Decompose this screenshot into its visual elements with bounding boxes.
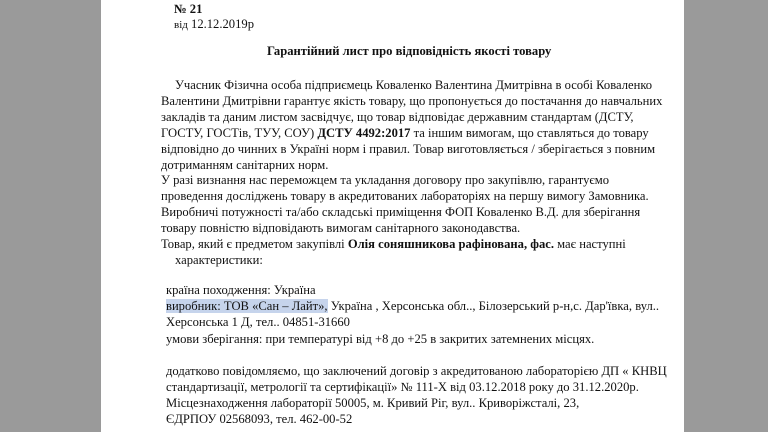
additional-line-2: стандартизації, метрології та сертифікації» № 111-Х від 03.12.2018 року до 31.12.2020р. — [166, 380, 639, 394]
p1-line-6: дотриманням санітарних норм. — [161, 158, 329, 172]
p2-line-3: Виробничі потужності та/або складські приміщення ФОП Коваленко В.Д. для зберігання — [161, 205, 641, 219]
p1-line-3: закладів та даним листом засвідчує, що товар відповідає державним стандартам (ДСТУ, — [161, 110, 634, 124]
producer-address: Україна , Херсонська обл.., Білозерський р-н,с. Дар'ївка, вул.. — [330, 299, 660, 313]
p1-line-5: відповідно до чинних в Україні норм і правил. Товар виготовляється / зберігається з повним — [161, 142, 656, 156]
p2-line-1: У разі визнання нас переможцем та укладання договору про закупівлю, гарантуємо — [161, 173, 610, 187]
p1-line-2: Валентини Дмитрівни гарантує якість товару, що пропонується до постачання до навчальних — [161, 94, 663, 108]
storage-conditions: умови зберігання: при температурі від +8 до +25 в закритих затемнених місцях. — [166, 332, 595, 346]
p1-line-1: Учасник Фізична особа підприємець Коваленко Валентина Дмитрівна в особі Коваленко — [175, 78, 653, 92]
product-prefix: Товар, який є предметом закупівлі — [161, 237, 345, 251]
date-value: 12.12.2019р — [191, 17, 254, 31]
viewer-background-left — [0, 0, 101, 432]
document-title: Гарантійний лист про відповідність якості товару — [267, 44, 552, 58]
p1-line-4 — [161, 126, 649, 141]
additional-line-3: Місцезнаходження лабораторії 50005, м. Кривий Ріг, вул.. Криворіжсталі, 23, — [166, 396, 580, 410]
letter-date — [174, 17, 254, 33]
product-suffix: має наступні — [557, 237, 626, 251]
p2-line-2: проведення досліджень товару в акредитованих лабораторіях на першу вимогу Замовника. — [161, 189, 649, 203]
additional-line-4: ЄДРПОУ 02568093, тел. 462-00-52 — [166, 412, 353, 426]
document-page[interactable] — [101, 0, 684, 432]
additional-line-1: додатково повідомляємо, що заключений договір з акредитованою лабораторією ДП « КНВЦ — [166, 364, 667, 378]
producer-selection[interactable]: виробник: ТОВ «Сан – Лайт», — [166, 299, 328, 313]
viewer-background-right — [684, 0, 768, 432]
country-of-origin: країна походження: Україна — [166, 283, 316, 297]
product-name: Олія соняшникова рафінована, фас. — [347, 237, 555, 251]
producer-line — [166, 299, 659, 314]
product-line-2: характеристики: — [175, 253, 263, 267]
p2-line-4: товару повністю відповідають вимогам санітарного законодавства. — [161, 221, 521, 235]
standards-list: ГОСТУ, ГОСТів, ТУУ, СОУ) — [161, 126, 315, 140]
standards-tail: та іншим вимогам, що ставляться до товару — [413, 126, 649, 140]
date-prefix: від — [174, 19, 188, 31]
standard-code: ДСТУ 4492:2017 — [317, 126, 411, 140]
product-line — [161, 237, 626, 252]
producer-address-2: Херсонська 1 Д, тел.. 04851-31660 — [166, 315, 350, 329]
letter-number: № 21 — [174, 2, 203, 16]
